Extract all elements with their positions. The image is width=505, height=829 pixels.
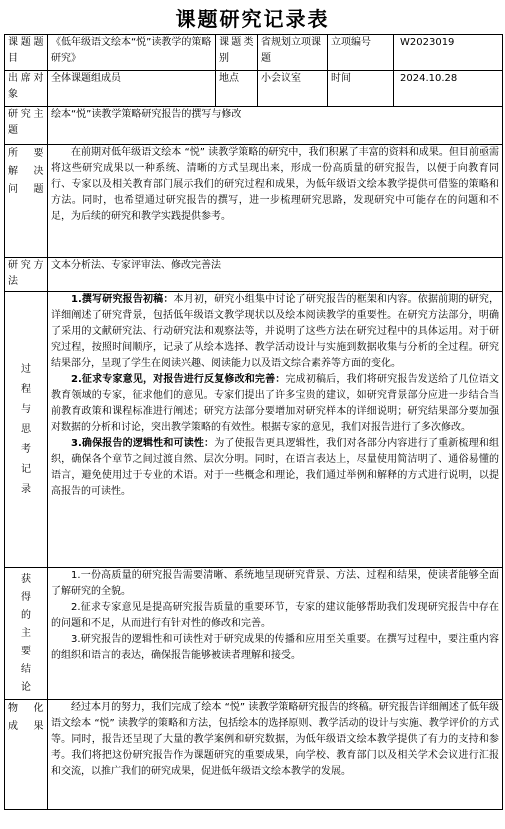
project-number-label: 立项编号 [328, 35, 394, 71]
problem-row [5, 145, 503, 258]
project-number-value: W2023019 [394, 35, 503, 71]
attendees-value: 全体课题组成员 [48, 71, 216, 107]
conclusions-label: 获 得 的 主 要 结 论 [5, 568, 48, 700]
document-title: 课题研究记录表 [175, 6, 330, 31]
topic-label: 课题题目 [5, 35, 48, 71]
category-label: 课题类别 [216, 35, 258, 71]
problem-label: 所要 解决 问题 [5, 145, 48, 258]
process-item: 3.确保报告的逻辑性和可读性：为了使报告更具逻辑性，我们对各部分内容进行了重新梳理和组织，确保各个章节之间过渡自然、层次分明。同时，在语言表达上，尽量使用简洁明了、通俗易懂的语言，避免使用过于专业的术语。对于一些概念和理论，我们通过举例和解释的方式进行说明，以提高报告的可读性。 [51, 438, 499, 497]
conclusions-row [5, 568, 503, 700]
method-label: 研究方法 [5, 258, 48, 292]
theme-text: 绘本“悦”读教学策略研究报告的撰写与修改 [48, 107, 503, 145]
topic-value: 《低年级语文绘本“悦”读教学的策略研究》 [48, 35, 216, 71]
record-table [4, 34, 503, 810]
results-row [5, 700, 503, 810]
process-text [48, 292, 503, 568]
time-value: 2024.10.28 [394, 71, 503, 107]
conclusion-item: 1.一份高质量的研究报告需要清晰、系统地呈现研究背景、方法、过程和结果，使读者能够全面了解研究的全貌。 [51, 570, 499, 597]
process-label: 过 程 与 思 考 记 录 [5, 292, 48, 568]
conclusion-item: 3.研究报告的逻辑性和可读性对于研究成果的传播和应用至关重要。在撰写过程中，要注重内容的组织和语言的表达，确保报告能够被读者理解和接受。 [51, 634, 499, 661]
attendance-row [5, 71, 503, 107]
conclusions-text [48, 568, 503, 700]
time-label: 时间 [328, 71, 394, 107]
location-label: 地点 [216, 71, 258, 107]
results-label: 物化 成果 [5, 700, 48, 810]
method-text: 文本分析法、专家评审法、修改完善法 [48, 258, 503, 292]
process-row [5, 292, 503, 568]
conclusion-item: 2.征求专家意见是提高研究报告质量的重要环节，专家的建议能够帮助我们发现研究报告中存在的问题和不足，从而进行有针对性的修改和完善。 [51, 602, 499, 629]
results-text: 经过本月的努力，我们完成了绘本 “悦” 读教学策略研究报告的终稿。研究报告详细阐述了低年级语文绘本 “悦” 读教学的策略和方法，包括绘本的选择原则、教学活动的设计与实施、教学评价的方式等。同时，报告还呈现了大量的教学案例和研究数据，为低年级语文绘本教学提供了有力的支持和参考。我们将把这份研究报告作为课题研究的重要成果，向学校、教育部门以及相关学术会议进行汇报和交流，以推广我们的研究成果，促进低年级语文绘本教学的发展。 [48, 700, 503, 810]
theme-row [5, 107, 503, 145]
theme-label: 研究主题 [5, 107, 48, 145]
process-item: 2.征求专家意见，对报告进行反复修改和完善：完成初稿后，我们将研究报告发送给了几位语文教育领域的专家，征求他们的意见。专家们提出了许多宝贵的建议，如研究背景部分应进一步结合当前教育政策和课程标准进行阐述；研究方法部分要增加对研究样本的详细说明；研究结果部分要加强对数据的分析和讨论，突出教学策略的有效性。根据专家的意见，我们对报告进行了多次修改。 [51, 374, 499, 433]
attendees-label: 出席对象 [5, 71, 48, 107]
problem-text: 在前期对低年级语文绘本 “悦” 读教学策略的研究中，我们积累了丰富的资料和成果。但目前亟需将这些研究成果以一种系统、清晰的方式呈现出来，形成一份高质量的研究报告，以便于向教育同行、专家以及相关教育部门展示我们的研究过程和成果，为低年级语文绘本教学提供可借鉴的策略和方法。同时，也希望通过研究报告的撰写，进一步梳理研究思路，发现研究中可能存在的问题和不足，为后续的研究和教学实践提供参考。 [48, 145, 503, 258]
process-item: 1.撰写研究报告初稿：本月初，研究小组集中讨论了研究报告的框架和内容。依据前期的研究，详细阐述了研究背景，包括低年级语文教学现状以及绘本阅读教学的重要性。在研究方法部分，明确了采用的文献研究法、行动研究法和观察法等，并说明了这些方法在研究过程中的具体运用。对于研究过程，按照时间顺序，记录了从绘本选择、教学活动设计与实施到数据收集与分析的全过程。研究结果部分，呈现了学生在阅读兴趣、阅读能力以及语文综合素养等方面的变化。 [51, 294, 500, 369]
topic-row [5, 35, 503, 71]
category-value: 省规划立项课题 [258, 35, 328, 71]
method-row [5, 258, 503, 292]
location-value: 小会议室 [258, 71, 328, 107]
